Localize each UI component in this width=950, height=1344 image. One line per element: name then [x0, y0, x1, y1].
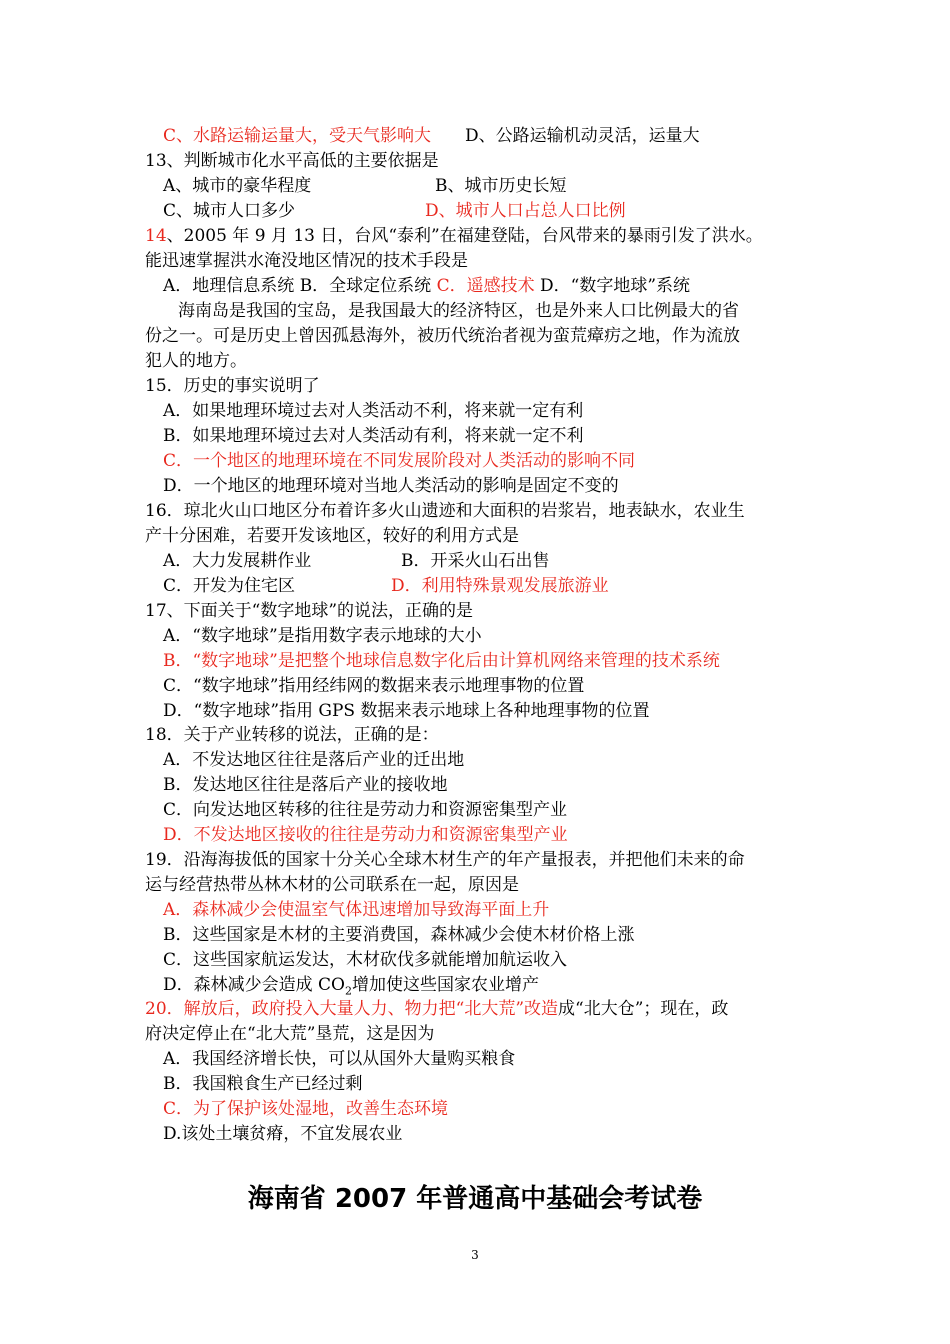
q15-option-d: D．一个地区的地理环境对当地人类活动的影响是固定不变的 [163, 476, 619, 496]
q20-option-b: B．我国粮食生产已经过剩 [163, 1074, 363, 1094]
q19-option-c: C．这些国家航运发达，木材砍伐多就能增加航运收入 [163, 950, 568, 970]
q20-stem-1 [145, 997, 728, 1021]
passage-line-3: 犯人的地方。 [145, 351, 247, 371]
q20-stem-highlight: 20．解放后，政府投入大量人力、物力把“北大荒”改造 [145, 999, 559, 1019]
q15-option-a: A．如果地理环境过去对人类活动不利，将来就一定有利 [163, 401, 584, 421]
q19-option-a: A．森林减少会使温室气体迅速增加导致海平面上升 [163, 900, 550, 920]
q16-option-d: D．利用特殊景观发展旅游业 [391, 576, 609, 596]
passage-line-2: 份之一。可是历史上曾因孤悬海外，被历代统治者视为蛮荒瘴疠之地，作为流放 [145, 326, 740, 346]
q20-stem-rest: 成“北大仓”；现在，政 [558, 999, 729, 1019]
q12-option-c: C、水路运输运量大，受天气影响大 [163, 126, 432, 146]
q16-options-ab [163, 549, 550, 573]
q19-option-d-pre: D．森林减少会造成 CO [163, 975, 345, 995]
q20-option-d: D.该处土壤贫瘠，不宜发展农业 [163, 1124, 403, 1144]
q20-option-c: C．为了保护该处湿地，改善生态环境 [163, 1099, 449, 1119]
q19-option-d-subscript: 2 [344, 984, 352, 998]
q16-option-b: B．开采火山石出售 [401, 551, 550, 571]
q13-option-d: D、城市人口占总人口比例 [425, 201, 626, 221]
exam-heading: 海南省 2007 年普通高中基础会考试卷 [247, 1184, 703, 1214]
q14-stem-2: 能迅速掌握洪水淹没地区情况的技术手段是 [145, 251, 468, 271]
q19-option-d-post: 增加使这些国家农业增产 [351, 975, 539, 995]
q14-option-c: C．遥感技术 [436, 276, 535, 296]
q16-options-cd [163, 574, 609, 598]
q16-option-c: C．开发为住宅区 [163, 576, 296, 596]
q13-options-ab [163, 174, 567, 198]
q13-stem: 13、判断城市化水平高低的主要依据是 [145, 151, 439, 171]
q16-stem-1: 16．琼北火山口地区分布着许多火山遗迹和大面积的岩浆岩，地表缺水，农业生 [145, 501, 745, 521]
q12-options-row [163, 124, 700, 148]
q18-option-c: C．向发达地区转移的往往是劳动力和资源密集型产业 [163, 800, 568, 820]
q15-stem: 15．历史的事实说明了 [145, 376, 320, 396]
q19-option-b: B．这些国家是木材的主要消费国，森林减少会使木材价格上涨 [163, 925, 635, 945]
q19-stem-1: 19．沿海海拔低的国家十分关心全球木材生产的年产量报表，并把他们未来的命 [145, 850, 745, 870]
q17-option-b: B．“数字地球”是把整个地球信息数字化后由计算机网络来管理的技术系统 [163, 651, 720, 671]
q13-option-b: B、城市历史长短 [435, 176, 567, 196]
q17-option-a: A．“数字地球”是指用数字表示地球的大小 [163, 626, 482, 646]
q20-option-a: A．我国经济增长快，可以从国外大量购买粮食 [163, 1049, 516, 1069]
q17-option-c: C．“数字地球”指用经纬网的数据来表示地理事物的位置 [163, 676, 585, 696]
passage-line-1: 海南岛是我国的宝岛，是我国最大的经济特区，也是外来人口比例最大的省 [178, 301, 739, 321]
q17-option-d: D．“数字地球”指用 GPS 数据来表示地球上各种地理事物的位置 [163, 701, 650, 721]
q20-stem-2: 府决定停止在“北大荒”垦荒，这是因为 [145, 1024, 435, 1044]
q15-option-b: B．如果地理环境过去对人类活动有利，将来就一定不利 [163, 426, 584, 446]
q14-option-b: B．全球定位系统 [299, 276, 432, 296]
q13-option-c: C、城市人口多少 [163, 201, 296, 221]
q19-stem-2: 运与经营热带丛林木材的公司联系在一起，原因是 [145, 875, 519, 895]
q13-option-a: A、城市的豪华程度 [163, 176, 312, 196]
q12-option-d: D、公路运输机动灵活，运量大 [465, 126, 700, 146]
q14-options [163, 274, 690, 298]
q15-option-c: C．一个地区的地理环境在不同发展阶段对人类活动的影响不同 [163, 451, 636, 471]
q18-option-a: A．不发达地区往往是落后产业的迁出地 [163, 750, 465, 770]
q13-options-cd [163, 199, 626, 223]
page-number: 3 [471, 1248, 479, 1262]
q18-stem: 18．关于产业转移的说法，正确的是： [145, 725, 439, 745]
q14-stem-1 [145, 224, 763, 248]
q16-stem-2: 产十分困难，若要开发该地区，较好的利用方式是 [145, 526, 519, 546]
q14-number: 14 [145, 226, 167, 246]
q16-option-a: A．大力发展耕作业 [163, 551, 312, 571]
q18-option-b: B．发达地区往往是落后产业的接收地 [163, 775, 448, 795]
q14-option-d: D．“数字地球”系统 [540, 276, 691, 296]
q14-option-a: A．地理信息系统 [163, 276, 295, 296]
q18-option-d: D．不发达地区接收的往往是劳动力和资源密集型产业 [163, 825, 568, 845]
q17-stem: 17、下面关于“数字地球”的说法，正确的是 [145, 601, 474, 621]
q14-stem-text: 、2005 年 9 月 13 日，台风“泰利”在福建登陆，台风带来的暴雨引发了洪水。 [166, 226, 763, 246]
